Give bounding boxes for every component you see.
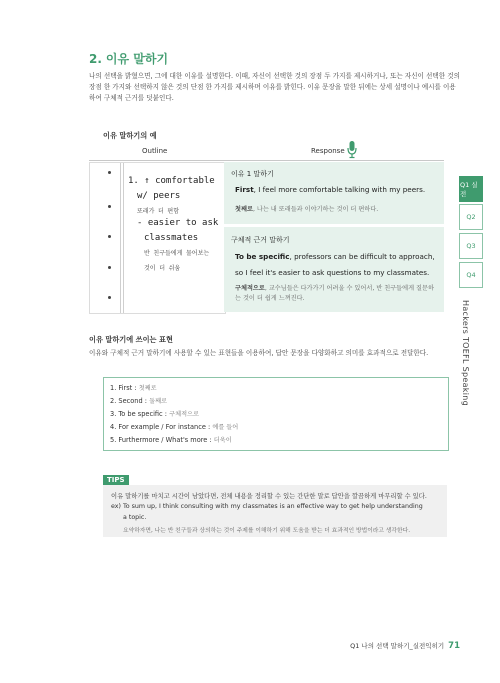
section-number: 2. — [89, 52, 102, 66]
note-line: w/ peers — [137, 191, 181, 201]
side-tab-q2[interactable]: Q2 — [459, 204, 483, 230]
book-brand: Hackers TOEFL Speaking — [461, 300, 470, 407]
notepad-hole — [108, 235, 111, 238]
outline-notepad — [89, 162, 226, 314]
detail-translation — [235, 284, 435, 304]
detail-keyword: To be specific — [235, 252, 290, 261]
note-line: 1. ↑ comfortable — [128, 176, 215, 186]
expressions-description: 이유와 구체적 근거 말하기에 사용할 수 있는 표현들을 이용하여, 답안 문장을 다양화하고 의미를 효과적으로 전달한다. — [89, 349, 429, 357]
page-number: 71 — [448, 641, 460, 651]
notepad-hole — [108, 205, 111, 208]
side-tab-q4[interactable]: Q4 — [459, 262, 483, 288]
reason-1-title: 이유 1 말하기 — [231, 170, 274, 178]
notepad-margin-line — [120, 163, 121, 313]
side-tab-q3[interactable]: Q3 — [459, 233, 483, 259]
notepad-hole — [108, 266, 111, 269]
example-divider — [89, 160, 444, 161]
reason-1-text: , I feel more comfortable talking with my peers. — [253, 185, 426, 194]
note-line: 반 친구들에게 물어보는 — [144, 250, 210, 257]
intro-paragraph: 나의 선택을 밝혔으면, 그에 대한 이유를 설명한다. 이때, 자신이 선택한 것의 장점 두 가지를 제시하거나, 또는 자신이 선택한 것의 장점 한 가지와 선택하지 않은 것의 단점 한 가지를 제시하며 이유를 밝힌다. 이유 문장을 말한 뒤에는 상세 설명이나 예시를 이용하여 구체적 근거를 덧붙인다. — [89, 72, 460, 103]
response-label: Response — [311, 147, 345, 155]
detail-title: 구체적 근거 말하기 — [231, 236, 290, 244]
note-line: 또래가 더 편함 — [137, 208, 180, 215]
expressions-heading: 이유 말하기에 쓰이는 표현 — [89, 335, 173, 344]
tips-line-1: 이유 말하기를 마치고 시간이 남았다면, 전체 내용을 정리할 수 있는 간단한 말로 답안을 깔끔하게 마무리할 수 있다. — [111, 493, 427, 500]
note-line: classmates — [144, 233, 199, 243]
reason-1-box — [224, 162, 444, 224]
expression-en: 1. First : — [110, 384, 137, 392]
detail-kr-text: , 교수님들은 다가가기 어려울 수 있어서, 반 친구들에게 질문하는 것이 더 쉽게 느껴진다. — [235, 285, 434, 302]
outline-label: Outline — [142, 147, 168, 155]
expression-en: 4. For example / For instance : — [110, 423, 211, 431]
tips-box — [103, 485, 447, 537]
tips-badge: TIPS — [103, 475, 129, 485]
expressions-box — [103, 377, 449, 451]
tips-example: ex) To sum up, I think consulting with my classmates is an effective way to get help understanding — [111, 503, 423, 510]
expression-kr: 더욱이 — [213, 437, 232, 444]
expression-kr: 예를 들어 — [212, 424, 239, 431]
notepad-margin-line-2 — [123, 163, 124, 313]
expression-kr: 첫째로 — [138, 385, 157, 392]
tips-example-cont: a topic. — [123, 514, 147, 521]
reason-1-kr-keyword: 첫째로 — [235, 206, 253, 213]
page-footer — [350, 641, 460, 651]
detail-box — [224, 227, 444, 312]
expression-en: 2. Second : — [110, 397, 147, 405]
tips-translation: 요약하자면, 나는 반 친구들과 상의하는 것이 주제를 이해하기 위해 도움을 받는 더 효과적인 방법이라고 생각한다. — [123, 528, 411, 534]
note-line: 것이 더 쉬움 — [144, 265, 181, 272]
expression-en: 5. Furthermore / What's more : — [110, 436, 212, 444]
expression-kr: 둘째로 — [149, 398, 168, 405]
expression-item — [110, 396, 167, 405]
expression-item — [110, 435, 232, 444]
notepad-hole — [108, 171, 111, 174]
detail-sentence-2: so I feel it's easier to ask questions to my classmates. — [235, 268, 430, 277]
footer-text: Q1 나의 선택 말하기_실전익히기 — [350, 642, 445, 650]
reason-1-keyword: First — [235, 185, 254, 194]
note-line: - easier to ask — [137, 218, 219, 228]
expression-item — [110, 409, 199, 418]
detail-sentence-1 — [235, 252, 435, 261]
reason-1-sentence — [235, 185, 425, 194]
side-tab-q1[interactable]: Q1 실전 — [459, 176, 483, 202]
example-heading: 이유 말하기의 예 — [103, 131, 157, 140]
expression-en: 3. To be specific : — [110, 410, 167, 418]
detail-kr-keyword: 구체적으로 — [235, 285, 265, 292]
reason-1-kr-text: , 나는 내 또래들과 이야기하는 것이 더 편하다. — [252, 206, 379, 213]
section-heading — [89, 50, 168, 67]
reason-1-translation — [235, 204, 378, 213]
expression-item — [110, 383, 157, 392]
section-title: 이유 말하기 — [105, 52, 169, 66]
expression-item — [110, 422, 238, 431]
notepad-hole — [108, 296, 111, 299]
detail-text-1: , professors can be difficult to approach, — [289, 252, 435, 261]
expression-kr: 구체적으로 — [169, 411, 199, 418]
